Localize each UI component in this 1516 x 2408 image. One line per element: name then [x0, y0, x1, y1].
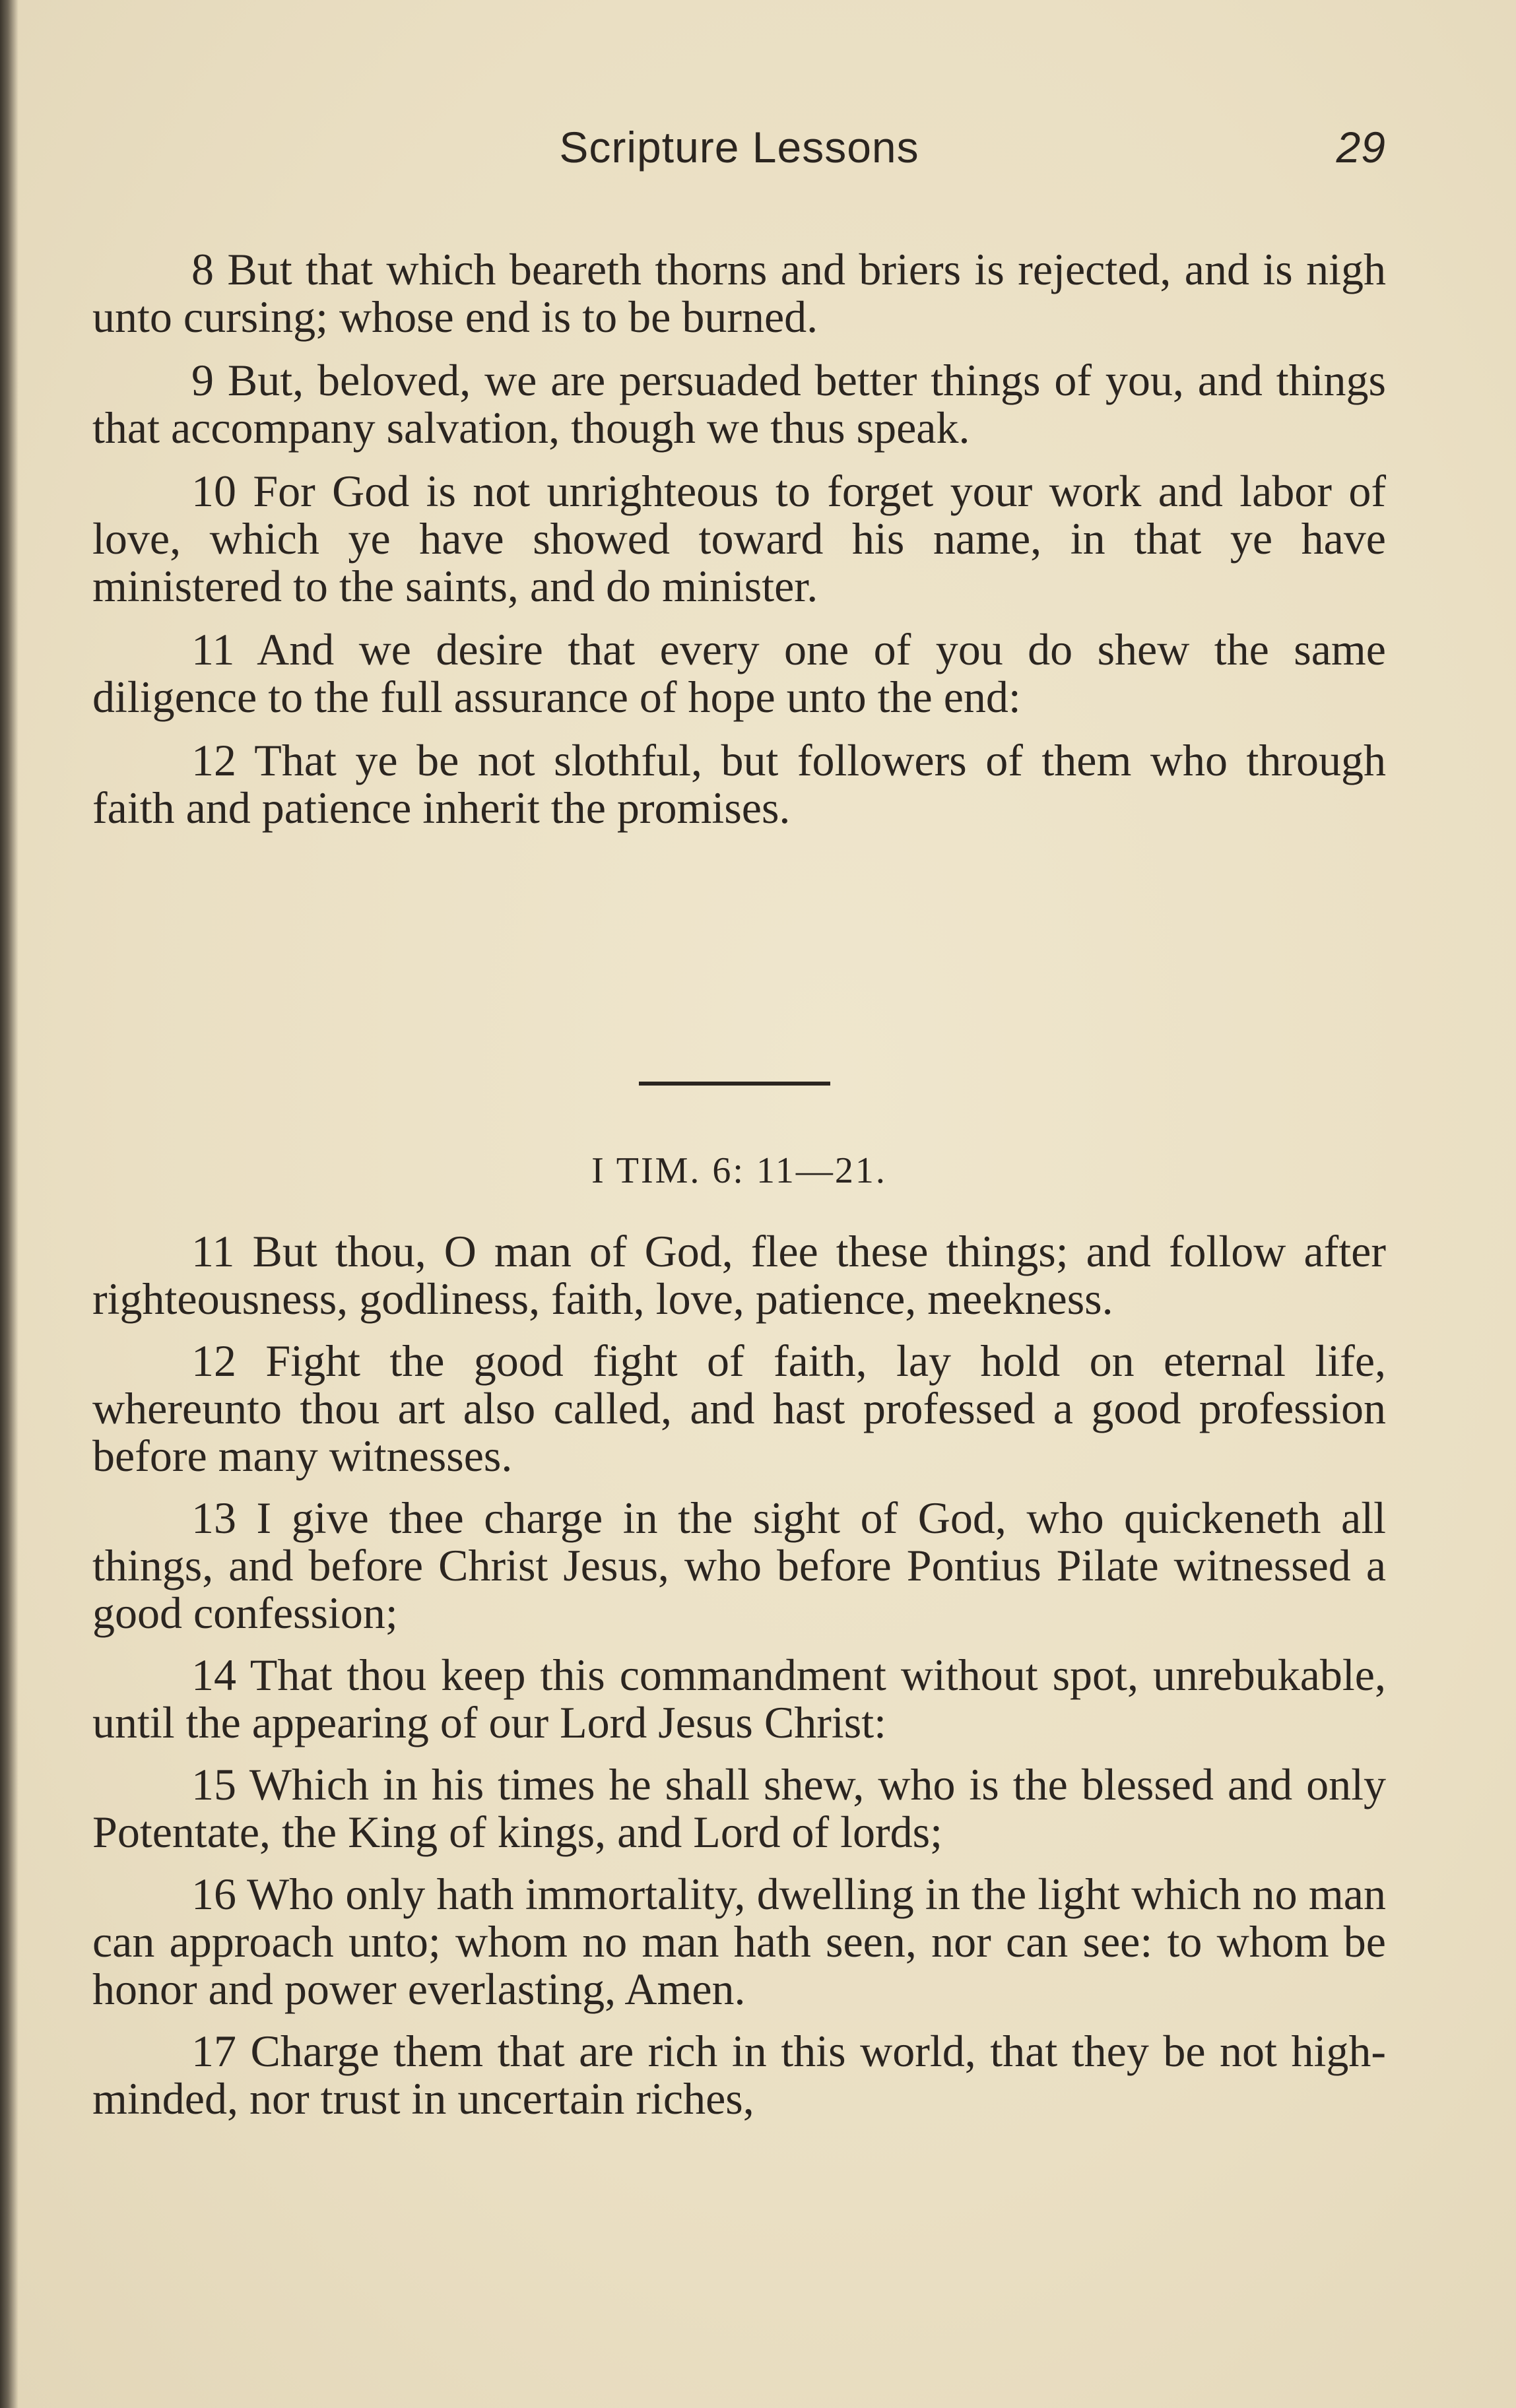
- verse-12: 12 Fight the good fight of faith, lay hold on eternal life, whereunto thou art also called, and hast professed a good profession before many witnesses.: [92, 1336, 1386, 1481]
- verse-11: 11 And we desire that every one of you do shew the same diligence to the full assurance of hope unto the end:: [92, 624, 1386, 722]
- verse-9: 9 But, beloved, we are persuaded better things of you, and things that accompany salvation, though we thus speak.: [92, 355, 1386, 453]
- verse-14: 14 That thou keep this commandment without spot, unrebukable, until the appearing of our Lord Jesus Christ:: [92, 1650, 1386, 1747]
- verse-8: 8 But that which beareth thorns and briers is rejected, and is nigh unto cursing; whose end is to be burned.: [92, 244, 1386, 342]
- passage-timothy-verses: [92, 1227, 1386, 2137]
- running-head: [92, 122, 1386, 181]
- verse-12: 12 That ye be not slothful, but followers of them who through faith and patience inherit the promises.: [92, 735, 1386, 833]
- binding-shadow: [0, 0, 18, 2408]
- verse-13: 13 I give thee charge in the sight of God, who quickeneth all things, and before Christ Jesus, who before Pontius Pilate witnessed a good confession;: [92, 1493, 1386, 1638]
- section-reference: I TIM. 6: 11—21.: [591, 1150, 887, 1191]
- verse-11: 11 But thou, O man of God, flee these things; and follow after righteousness, godliness, faith, love, patience, meekness.: [92, 1226, 1386, 1324]
- verse-17: 17 Charge them that are rich in this world, that they be not high-minded, nor trust in uncertain riches,: [92, 2026, 1386, 2124]
- verse-16: 16 Who only hath immortality, dwelling in the light which no man can approach unto; whom no man hath seen, nor can see: to whom be honor and power everlasting, Amen.: [92, 1869, 1386, 2014]
- section-divider: [639, 1082, 830, 1086]
- running-title: Scripture Lessons: [559, 123, 919, 172]
- passage-hebrews-verses: [92, 245, 1386, 847]
- page-number: 29: [1336, 123, 1386, 172]
- verse-15: 15 Which in his times he shall shew, who is the blessed and only Potentate, the King of kings, and Lord of lords;: [92, 1759, 1386, 1857]
- verse-10: 10 For God is not unrighteous to forget your work and labor of love, which ye have showed toward his name, in that ye have ministered to the saints, and do minister.: [92, 466, 1386, 611]
